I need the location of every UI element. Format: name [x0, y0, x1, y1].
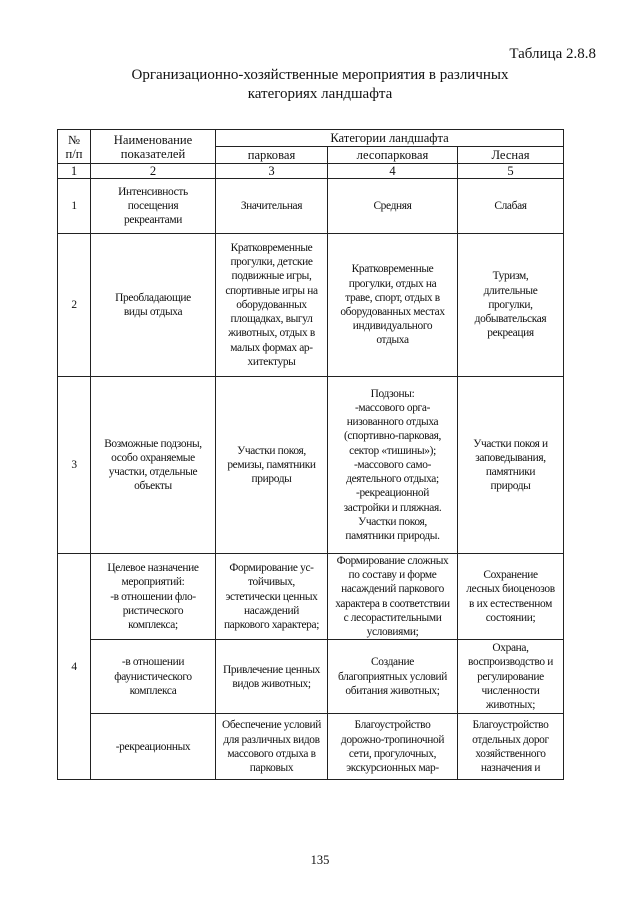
- row-name: -в отношении фаунистического комплекса: [91, 640, 216, 714]
- cell-park: Обеспечение условий для различных видов массового отдыха в парковых: [216, 714, 328, 780]
- row-name: Преобладающие виды отдыха: [91, 234, 216, 377]
- cell-forest-park: Формирование сложных по составу и форме насаждений паркового характера в соответствии с лесорастительными условиями;: [328, 554, 458, 640]
- table-row: [58, 234, 564, 377]
- cell-forest: Благоустройство отдельных дорог хозяйственного назначения и: [458, 714, 564, 780]
- cell-park: Значительная: [216, 179, 328, 234]
- cell-forest-park: Подзоны: -массового орга- низованного отдыха (спортивно-парковая, сектор «тишины»); -массового само- деятельного отдыха; -рекреационной застройки и пляжная. Участки покоя, памятники природы.: [328, 377, 458, 554]
- cell-forest: Охрана, воспроизводство и регулирование численности животных;: [458, 640, 564, 714]
- column-number: 2: [91, 164, 216, 179]
- row-name: Интенсивность посещения рекреантами: [91, 179, 216, 234]
- header-park: парковая: [216, 147, 328, 164]
- column-number: 3: [216, 164, 328, 179]
- header-num: № п/п: [58, 130, 91, 164]
- page-number: 135: [310, 853, 330, 867]
- header-name: Наименование показателей: [91, 130, 216, 164]
- row-num: 1: [58, 179, 91, 234]
- cell-forest: Сохранение лесных биоценозов в их естественном состоянии;: [458, 554, 564, 640]
- title-line: Организационно-хозяйственные мероприятия в различных: [131, 67, 509, 83]
- title-line: категориях ландшафта: [247, 86, 393, 102]
- table-row: [58, 640, 564, 714]
- cell-forest: Участки покоя и заповедывания, памятники природы: [458, 377, 564, 554]
- column-number: 5: [458, 164, 564, 179]
- cell-park: Формирование ус- тойчивых, эстетически ценных насаждений паркового характера;: [216, 554, 328, 640]
- row-name: Целевое назначение мероприятий: -в отношении фло- ристического комплекса;: [91, 554, 216, 640]
- cell-forest-park: Благоустройство дорожно-тропиночной сети, прогулочных, экскурсионных мар-: [328, 714, 458, 780]
- row-num: 3: [58, 377, 91, 554]
- header-categories: Категории ландшафта: [216, 130, 564, 147]
- cell-park: Кратковременные прогулки, детские подвижные игры, спортивные игры на оборудованных площадках, выгул животных, отдых в малых формах ар- хитектуры: [216, 234, 328, 377]
- column-number: 4: [328, 164, 458, 179]
- table-number: Таблица 2.8.8: [509, 46, 596, 62]
- landscape-measures-table: [57, 129, 564, 780]
- cell-forest: Слабая: [458, 179, 564, 234]
- row-num: 4: [58, 554, 91, 780]
- cell-forest-park: Средняя: [328, 179, 458, 234]
- cell-park: Привлечение ценных видов животных;: [216, 640, 328, 714]
- row-num: 2: [58, 234, 91, 377]
- cell-forest-park: Создание благоприятных условий обитания животных;: [328, 640, 458, 714]
- table-row: [58, 179, 564, 234]
- table-title: [60, 66, 580, 104]
- table-row: [58, 714, 564, 780]
- row-name: Возможные подзоны, особо охраняемые участки, отдельные объекты: [91, 377, 216, 554]
- cell-park: Участки покоя, ремизы, памятники природы: [216, 377, 328, 554]
- column-number: 1: [58, 164, 91, 179]
- table-row: [58, 377, 564, 554]
- header-forest-park: лесопарковая: [328, 147, 458, 164]
- row-name: -рекреационных: [91, 714, 216, 780]
- table-row: [58, 554, 564, 640]
- cell-forest-park: Кратковременные прогулки, отдых на траве, спорт, отдых в оборудованных местах индивидуального отдыха: [328, 234, 458, 377]
- cell-forest: Туризм, длительные прогулки, добывательская рекреация: [458, 234, 564, 377]
- header-forest: Лесная: [458, 147, 564, 164]
